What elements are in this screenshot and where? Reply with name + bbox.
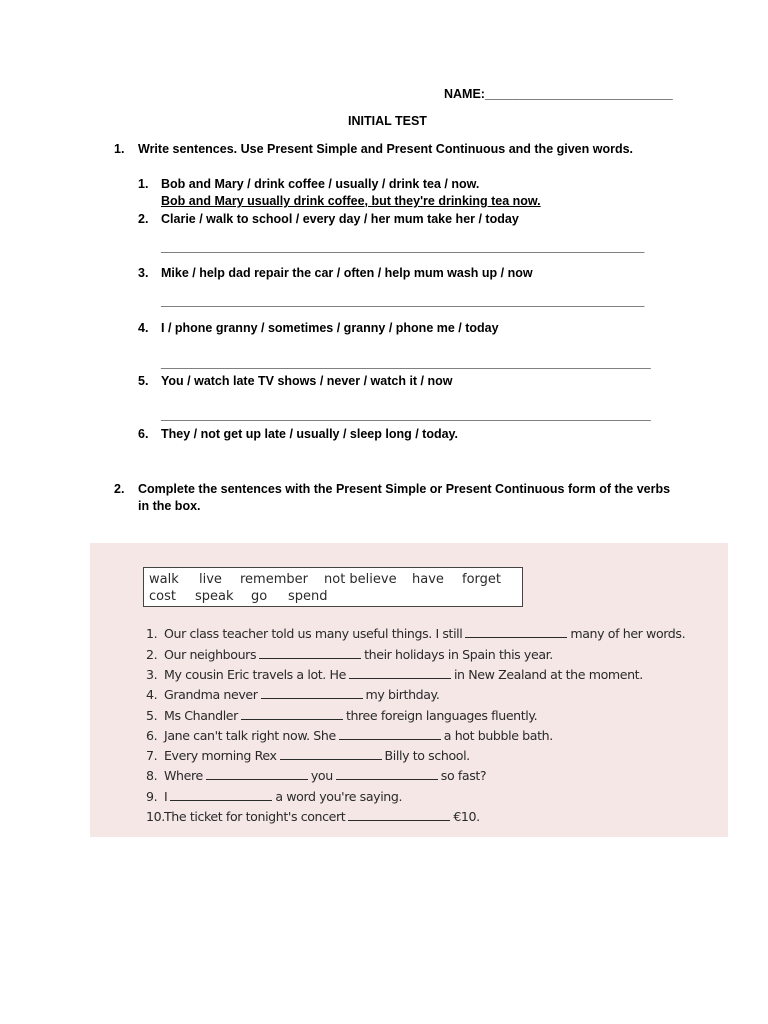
verb-option: go [251,589,268,604]
exercise-1-item-prompt: I / phone granny / sometimes / granny / phone me / today [161,321,499,335]
exercise-1-item-prompt: Clarie / walk to school / every day / her mum take her / today [161,212,519,226]
answer-line[interactable]: _____________________________________________________________________________ [161,356,651,370]
answer-blank[interactable] [348,810,450,821]
exercise-2-sentence: 3. My cousin Eric travels a lot. He in New Zealand at the moment. [146,667,643,682]
answer-blank[interactable] [206,769,308,780]
exercise-1-item-prompt: They / not get up late / usually / sleep long / today. [161,427,459,441]
exercise-2-sentence: 6. Jane can't talk right now. She a hot bubble bath. [146,728,553,743]
verb-option: have [412,572,444,587]
exercise-1-example-answer: Bob and Mary usually drink coffee, but they're drinking tea now. [161,194,541,208]
answer-blank[interactable] [259,648,361,659]
answer-blank[interactable] [280,749,382,760]
verb-option: live [199,572,222,587]
exercise-1-item-prompt: You / watch late TV shows / never / watch it / now [161,374,453,388]
exercise-2-sentence: 7. Every morning Rex Billy to school. [146,748,470,763]
answer-blank[interactable] [336,769,438,780]
verb-option: forget [462,572,501,587]
answer-blank[interactable] [261,688,363,699]
answer-line[interactable]: ____________________________________________________________________________ [161,294,644,308]
section-1-instruction: Write sentences. Use Present Simple and Present Continuous and the given words. [138,142,634,156]
exercise-2-sentence: 8. Where you so fast? [146,768,487,783]
verb-option: spend [288,589,328,604]
name-field-label: NAME:___________________________ [444,87,673,101]
answer-blank[interactable] [170,790,272,801]
exercise-1-item-prompt: Mike / help dad repair the car / often / help mum wash up / now [161,266,533,280]
page-title: INITIAL TEST [348,114,427,128]
exercise-1-item-number: 3. [138,266,149,280]
section-1-number: 1. [114,142,125,156]
answer-line[interactable]: ____________________________________________________________________________ [161,240,644,254]
exercise-2-sentence: 9. I a word you're saying. [146,789,403,804]
exercise-1-item-number: 6. [138,427,149,441]
answer-blank[interactable] [241,709,343,720]
textbook-exercise-panel [90,543,728,837]
section-2-instruction-continued: in the box. [138,499,201,513]
exercise-2-sentence: 10.The ticket for tonight's concert €10. [146,809,480,824]
section-2-number: 2. [114,482,125,496]
verb-option: walk [149,572,179,587]
exercise-2-sentence: 4. Grandma never my birthday. [146,687,440,702]
exercise-1-item-number: 1. [138,177,149,191]
answer-blank[interactable] [465,627,567,638]
exercise-2-sentence: 5. Ms Chandler three foreign languages fluently. [146,708,538,723]
verb-option: cost [149,589,176,604]
answer-blank[interactable] [339,729,441,740]
exercise-1-item-number: 2. [138,212,149,226]
verb-option: speak [195,589,234,604]
exercise-1-item-number: 5. [138,374,149,388]
verb-option: remember [240,572,308,587]
section-2-instruction: Complete the sentences with the Present Simple or Present Continuous form of the verbs [138,482,671,496]
answer-line[interactable]: _____________________________________________________________________________ [161,408,651,422]
verb-option: not believe [324,572,397,587]
exercise-2-sentence: 2. Our neighbours their holidays in Spain this year. [146,647,553,662]
answer-blank[interactable] [349,668,451,679]
exercise-1-item-prompt: Bob and Mary / drink coffee / usually / drink tea / now. [161,177,480,191]
exercise-2-sentence: 1. Our class teacher told us many useful things. I still many of her words. [146,626,686,641]
verb-word-box [143,567,523,607]
exercise-1-item-number: 4. [138,321,149,335]
